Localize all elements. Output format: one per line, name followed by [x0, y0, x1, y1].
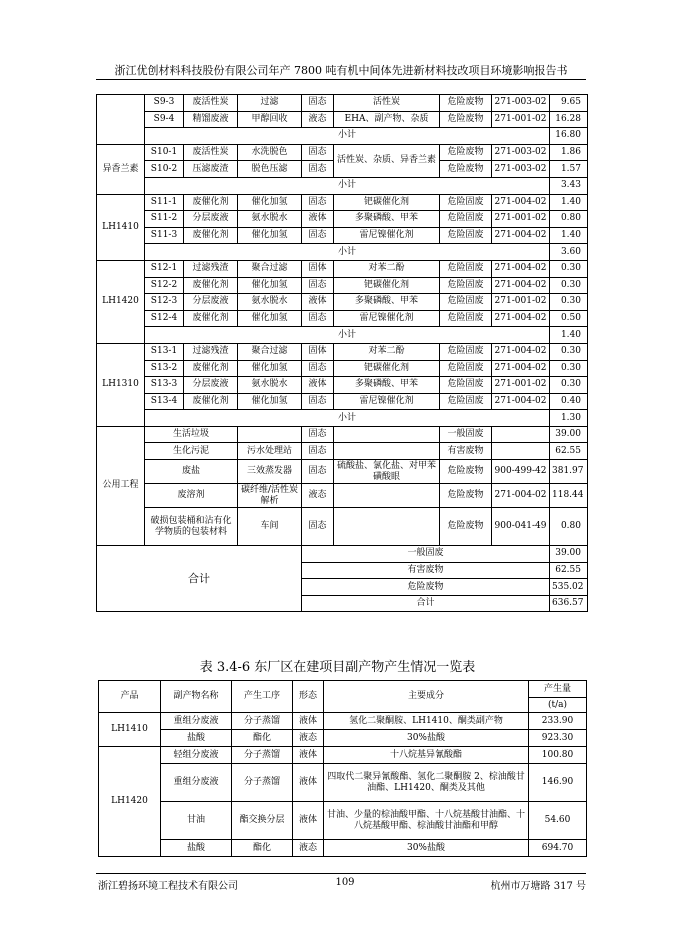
page-header: 浙江优创材料科技股份有限公司年产 7800 吨有机中间体先进新材料技改项目环境影响报告书	[114, 64, 568, 77]
table-cell: 危险废物	[440, 484, 492, 508]
table-cell	[334, 508, 440, 546]
table-cell: 271-001-02	[492, 211, 550, 228]
table-cell: S13-1	[145, 343, 184, 360]
group-name: LH1310	[97, 343, 145, 426]
table-cell: 液体	[293, 713, 324, 730]
table-cell: S13-2	[145, 360, 184, 377]
table-row	[97, 508, 588, 546]
total-value: 636.57	[550, 595, 588, 612]
table-row	[97, 194, 588, 211]
total-value: 535.02	[550, 579, 588, 596]
total-type: 有害废物	[302, 562, 550, 579]
table-cell: 氨水脱水	[238, 377, 302, 394]
table-cell: 1.57	[550, 161, 588, 178]
table-cell: 精馏废液	[184, 111, 238, 128]
footer-company: 浙江碧扬环境工程技术有限公司	[98, 881, 238, 892]
table-cell: 碳纤维/活性炭解析	[238, 484, 302, 508]
table-cell: 活性炭	[334, 95, 440, 112]
table-cell: 液态	[293, 840, 324, 857]
table-cell: S11-3	[145, 227, 184, 244]
subtotal-label: 小计	[145, 327, 550, 344]
table-cell: 分子蒸馏	[232, 713, 293, 730]
table-cell: 液态	[293, 730, 324, 747]
table-cell: 固态	[302, 277, 334, 294]
table-cell: 1.86	[550, 144, 588, 161]
table-cell: 酯化	[232, 730, 293, 747]
table-cell: 271-004-02	[492, 343, 550, 360]
header-unit: (t/a)	[529, 698, 587, 713]
table-row	[97, 426, 588, 443]
table-cell: 危险固废	[440, 343, 492, 360]
table-cell: EHA、副产物、杂质	[334, 111, 440, 128]
table-cell: 固态	[302, 443, 334, 460]
table-cell: S12-3	[145, 294, 184, 311]
table-cell: 液态	[302, 484, 334, 508]
subtotal-row	[97, 327, 588, 344]
table-cell: 危险废物	[440, 95, 492, 112]
table-cell: 废催化剂	[184, 360, 238, 377]
table-cell: 催化加氢	[238, 194, 302, 211]
table-cell: 0.40	[550, 393, 588, 410]
table-cell: 分子蒸馏	[232, 747, 293, 764]
table-cell: 车间	[238, 508, 302, 546]
table-cell: 固态	[302, 310, 334, 327]
table-row	[97, 484, 588, 508]
total-type: 一般固废	[302, 546, 550, 563]
table-cell: 轻组分废液	[161, 747, 232, 764]
table-cell: 液态	[302, 111, 334, 128]
table-row	[97, 260, 588, 277]
table-cell: 液体	[302, 294, 334, 311]
table-cell: 271-004-02	[492, 310, 550, 327]
table-row	[97, 343, 588, 360]
table-cell: 液体	[293, 802, 324, 840]
table-cell: 盐酸	[161, 840, 232, 857]
table-cell: S12-4	[145, 310, 184, 327]
table-cell: 钯碳催化剂	[334, 360, 440, 377]
table-cell: 危险固废	[440, 194, 492, 211]
table-cell: 重组分废液	[161, 713, 232, 730]
table-cell: 过滤	[238, 95, 302, 112]
table-cell: 危险废物	[440, 144, 492, 161]
table-cell: 危险固废	[440, 393, 492, 410]
table-cell: 0.30	[550, 260, 588, 277]
table-cell: 分层废液	[184, 377, 238, 394]
table-cell: 氨水脱水	[238, 211, 302, 228]
table-cell: 危险废物	[440, 460, 492, 484]
table-cell: 液体	[293, 747, 324, 764]
table-cell: 271-004-02	[492, 260, 550, 277]
header-process: 产生工序	[232, 681, 293, 713]
table-cell: 0.30	[550, 343, 588, 360]
table-cell: 废催化剂	[184, 310, 238, 327]
table-cell: 催化加氢	[238, 360, 302, 377]
table-cell: 危险固废	[440, 211, 492, 228]
table-cell: S9-3	[145, 95, 184, 112]
table-cell: 381.97	[550, 460, 588, 484]
table-row	[97, 443, 588, 460]
table-cell: 危险固废	[440, 377, 492, 394]
table-cell: 危险固废	[440, 294, 492, 311]
table-cell	[492, 426, 550, 443]
table-row	[97, 95, 588, 112]
group-name: LH1410	[99, 713, 161, 747]
table-cell: 重组分废液	[161, 764, 232, 802]
table-cell: 271-003-02	[492, 144, 550, 161]
table-cell: 危险废物	[440, 161, 492, 178]
table-cell: 271-003-02	[492, 95, 550, 112]
table-cell: 固态	[302, 161, 334, 178]
table-cell: 生化污泥	[145, 443, 238, 460]
table-cell: 271-004-02	[492, 194, 550, 211]
table-cell: 固态	[302, 360, 334, 377]
footer-address: 杭州市万塘路 317 号	[490, 881, 586, 892]
table-cell: 0.30	[550, 294, 588, 311]
header-product: 产品	[99, 681, 161, 713]
header-byproduct: 副产物名称	[161, 681, 232, 713]
byproduct-table	[98, 680, 587, 857]
table-cell: 0.80	[550, 211, 588, 228]
table-row	[99, 840, 587, 857]
table-cell: 甲醇回收	[238, 111, 302, 128]
group-name: 公用工程	[97, 426, 145, 545]
group-name: 异香兰素	[97, 144, 145, 194]
table-cell: 有害废物	[440, 443, 492, 460]
table-cell: 三效蒸发器	[238, 460, 302, 484]
table-cell: 分层废液	[184, 294, 238, 311]
table-cell: S13-3	[145, 377, 184, 394]
table-row	[97, 393, 588, 410]
table-cell: 146.90	[529, 764, 587, 802]
table-cell: 危险废物	[440, 508, 492, 546]
table-cell: 危险固废	[440, 260, 492, 277]
table-cell: S11-1	[145, 194, 184, 211]
table-cell: 30%盐酸	[324, 730, 529, 747]
table-cell: 液体	[302, 377, 334, 394]
table-row	[97, 360, 588, 377]
table-cell: 钯碳催化剂	[334, 277, 440, 294]
solid-waste-table	[96, 94, 588, 612]
table-cell	[238, 426, 302, 443]
table-cell: 694.70	[529, 840, 587, 857]
table-cell: 30%盐酸	[324, 840, 529, 857]
table-cell: 聚合过滤	[238, 260, 302, 277]
table-cell: 233.90	[529, 713, 587, 730]
table-row	[97, 377, 588, 394]
table-cell: 污水处理站	[238, 443, 302, 460]
table-cell: 900-499-42	[492, 460, 550, 484]
table-cell	[492, 443, 550, 460]
table-cell: 破损包装桶和沾有化学物质的包装材料	[145, 508, 238, 546]
table-cell: 危险废物	[440, 111, 492, 128]
table-cell: 过滤残渣	[184, 343, 238, 360]
table-cell: 62.55	[550, 443, 588, 460]
table-cell: 废溶剂	[145, 484, 238, 508]
table-row	[97, 111, 588, 128]
table-cell: S10-2	[145, 161, 184, 178]
table-cell: 1.40	[550, 194, 588, 211]
table-cell: 过滤残渣	[184, 260, 238, 277]
table-cell: 对苯二酚	[334, 260, 440, 277]
subtotal-value: 16.80	[550, 128, 588, 145]
table-cell: 危险固废	[440, 360, 492, 377]
table-cell: 钯碳催化剂	[334, 194, 440, 211]
table-cell: 分子蒸馏	[232, 764, 293, 802]
total-label: 合计	[97, 546, 302, 612]
table-cell: 废催化剂	[184, 227, 238, 244]
table-cell: 废催化剂	[184, 393, 238, 410]
header-form: 形态	[293, 681, 324, 713]
table-cell: 0.30	[550, 360, 588, 377]
table-cell: 多聚磷酸、甲苯	[334, 294, 440, 311]
table-cell: 盐酸	[161, 730, 232, 747]
header-component: 主要成分	[324, 681, 529, 713]
table-cell: 脱色压滤	[238, 161, 302, 178]
table-cell: 0.30	[550, 277, 588, 294]
table-cell: S11-2	[145, 211, 184, 228]
table-cell: 废催化剂	[184, 277, 238, 294]
group-name	[97, 95, 145, 145]
table-cell: 271-004-02	[492, 277, 550, 294]
table-row	[97, 460, 588, 484]
table-cell: 催化加氢	[238, 227, 302, 244]
table-cell: 雷尼镍催化剂	[334, 227, 440, 244]
table-cell: 对苯二酚	[334, 343, 440, 360]
footer-rule	[96, 873, 586, 874]
table-cell: 923.30	[529, 730, 587, 747]
table-cell: 催化加氢	[238, 310, 302, 327]
table-cell: 硫酸盐、氯化盐、对甲苯磺酸眼	[334, 460, 440, 484]
table-caption: 表 3.4-6 东厂区在建项目副产物产生情况一览表	[199, 660, 476, 675]
table-cell: 118.44	[550, 484, 588, 508]
table-cell: 多聚磷酸、甲苯	[334, 377, 440, 394]
header-rule	[96, 79, 586, 80]
table-cell: 甘油、少量的棕油酸甲酯、十八烷基酸甘油酯、十八烷基酸甲酯、棕油酸甘油酯和甲醇	[324, 802, 529, 840]
table-cell: 固态	[302, 227, 334, 244]
table-cell: 活性炭、杂质、异香兰素	[334, 144, 440, 177]
group-name: LH1410	[97, 194, 145, 260]
table-cell: 甘油	[161, 802, 232, 840]
table-cell: 酯化	[232, 840, 293, 857]
subtotal-value: 1.40	[550, 327, 588, 344]
table-cell: 危险固废	[440, 227, 492, 244]
table-cell: 54.60	[529, 802, 587, 840]
subtotal-label: 小计	[145, 410, 550, 427]
table-cell: 水洗脱色	[238, 144, 302, 161]
table-cell	[334, 443, 440, 460]
table-cell: 酯交换分层	[232, 802, 293, 840]
table-cell: S12-1	[145, 260, 184, 277]
table-cell: S9-4	[145, 111, 184, 128]
table-row	[97, 144, 588, 161]
table-row	[97, 310, 588, 327]
table-cell: 聚合过滤	[238, 343, 302, 360]
subtotal-value: 3.60	[550, 244, 588, 261]
table-cell: 固态	[302, 460, 334, 484]
table-cell: 四取代二聚异氰酸酯、氢化二聚酮胺 2、棕油酸甘油酯、LH1420、酮类及其他	[324, 764, 529, 802]
table-cell: 压滤废渣	[184, 161, 238, 178]
subtotal-row	[97, 128, 588, 145]
table-cell: 液体	[293, 764, 324, 802]
table-row	[99, 730, 587, 747]
table-cell: 氢化二聚酮胺、LH1410、酮类副产物	[324, 713, 529, 730]
table-cell: 固态	[302, 144, 334, 161]
table-cell: 废活性炭	[184, 95, 238, 112]
table-cell: S13-4	[145, 393, 184, 410]
table-cell: 100.80	[529, 747, 587, 764]
total-type: 危险废物	[302, 579, 550, 596]
subtotal-label: 小计	[145, 177, 550, 194]
table-cell: S12-2	[145, 277, 184, 294]
subtotal-label: 小计	[145, 128, 550, 145]
table-row	[97, 211, 588, 228]
table-row	[97, 294, 588, 311]
table-cell: 271-001-02	[492, 377, 550, 394]
table-cell: 固态	[302, 194, 334, 211]
table-cell: 催化加氢	[238, 277, 302, 294]
subtotal-label: 小计	[145, 244, 550, 261]
table-cell: 1.40	[550, 227, 588, 244]
table-cell: 固态	[302, 426, 334, 443]
header-amount: 产生量	[529, 681, 587, 698]
table-row	[99, 713, 587, 730]
table-row	[97, 227, 588, 244]
table-cell: 危险固废	[440, 277, 492, 294]
group-name: LH1420	[97, 260, 145, 343]
table-cell: 氨水脱水	[238, 294, 302, 311]
table-cell: 液体	[302, 211, 334, 228]
table-cell: 多聚磷酸、甲苯	[334, 211, 440, 228]
table-cell	[334, 426, 440, 443]
table-cell: 271-004-02	[492, 484, 550, 508]
table-cell: 催化加氢	[238, 393, 302, 410]
group-name: LH1420	[99, 747, 161, 857]
page-number: 109	[335, 877, 355, 888]
subtotal-value: 1.30	[550, 410, 588, 427]
table-cell: 271-004-02	[492, 360, 550, 377]
table-cell: 16.28	[550, 111, 588, 128]
table-cell: 分层废液	[184, 211, 238, 228]
table-row	[99, 764, 587, 802]
subtotal-value: 3.43	[550, 177, 588, 194]
total-type: 合计	[302, 595, 550, 612]
subtotal-row	[97, 244, 588, 261]
table-row	[97, 277, 588, 294]
table-cell: 271-003-02	[492, 161, 550, 178]
subtotal-row	[97, 177, 588, 194]
table-cell: 271-001-02	[492, 294, 550, 311]
table-cell: S10-1	[145, 144, 184, 161]
table-cell: 固态	[302, 95, 334, 112]
table-cell: 39.00	[550, 426, 588, 443]
subtotal-row	[97, 410, 588, 427]
table-cell: 271-004-02	[492, 393, 550, 410]
table-cell: 9.65	[550, 95, 588, 112]
table-row	[99, 747, 587, 764]
total-row	[97, 546, 588, 563]
table-cell: 废活性炭	[184, 144, 238, 161]
table-cell: 废盐	[145, 460, 238, 484]
total-value: 39.00	[550, 546, 588, 563]
table-cell: 危险固废	[440, 310, 492, 327]
table-cell: 废催化剂	[184, 194, 238, 211]
header-row	[99, 681, 587, 698]
table-cell: 生活垃圾	[145, 426, 238, 443]
table-cell: 雷尼镍催化剂	[334, 393, 440, 410]
table-cell: 固态	[302, 508, 334, 546]
table-row	[99, 802, 587, 840]
table-cell: 十八烷基异氰酸酯	[324, 747, 529, 764]
table-cell: 一般固废	[440, 426, 492, 443]
table-cell: 900-041-49	[492, 508, 550, 546]
table-cell: 雷尼镍催化剂	[334, 310, 440, 327]
table-cell: 固体	[302, 343, 334, 360]
table-cell: 固体	[302, 260, 334, 277]
table-cell: 271-001-02	[492, 111, 550, 128]
table-cell: 固态	[302, 393, 334, 410]
table-cell	[334, 484, 440, 508]
table-cell: 271-004-02	[492, 227, 550, 244]
table-cell: 0.80	[550, 508, 588, 546]
table-cell: 0.50	[550, 310, 588, 327]
total-value: 62.55	[550, 562, 588, 579]
table-cell: 0.30	[550, 377, 588, 394]
